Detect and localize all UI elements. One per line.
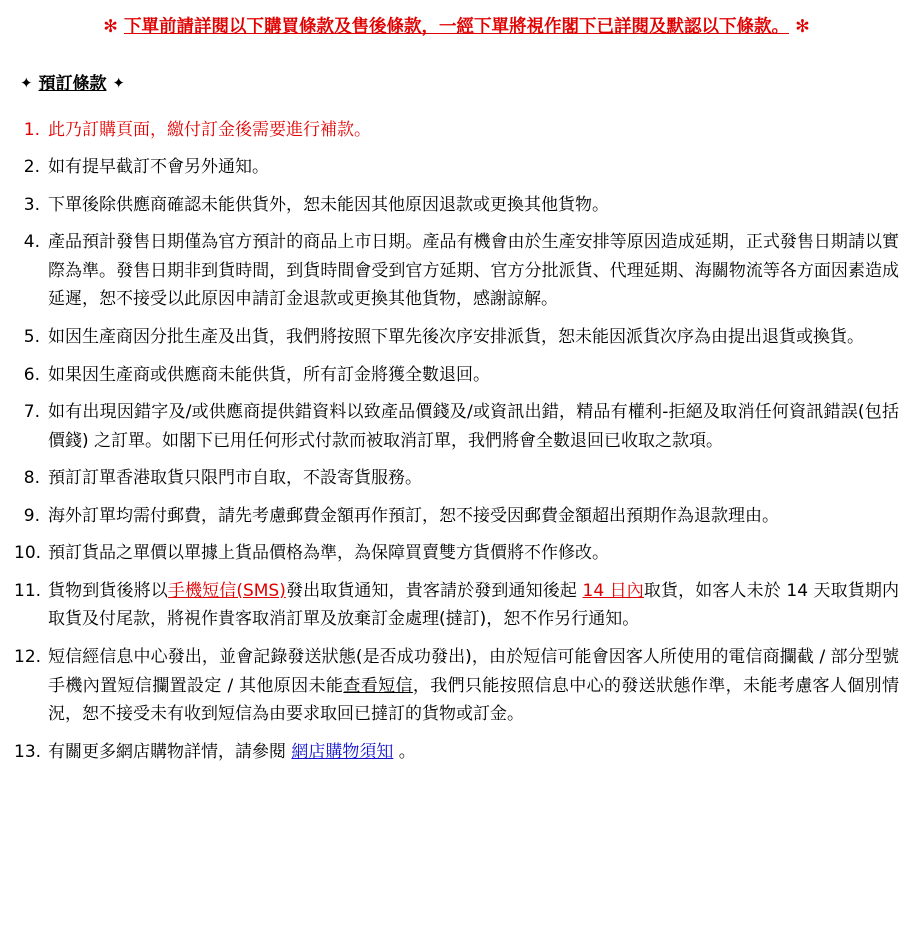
term-text: 預訂訂單香港取貨只限門市自取，不設寄貨服務。 bbox=[48, 468, 422, 489]
term-text: 產品預計發售日期僅為官方預計的商品上市日期。產品有機會由於生產安排等原因造成延期，正式發售日期請以實際為準。發售日期非到貨時間，到貨時間會受到官方延期、官方分批派貨、代理延期、海關物流等各方面因素造成延遲，恕不接受以此原因申請訂金退款或更換其他貨物，感謝諒解。 bbox=[48, 232, 899, 310]
term-number: 8. bbox=[23, 468, 40, 489]
section-title-text: 預訂條款 bbox=[38, 73, 107, 94]
term-number: 13. bbox=[14, 741, 42, 762]
term-text bbox=[48, 581, 899, 630]
term-text: 如因生產商因分批生產及出貨，我們將按照下單先後次序安排派貨，恕未能因派貨次序為由提出退貨或換貨。 bbox=[48, 327, 864, 348]
term-item bbox=[14, 643, 899, 729]
term-number: 9. bbox=[23, 505, 40, 526]
term-text-segment: 貨物到貨後將以 bbox=[48, 580, 168, 601]
warning-banner-text: 下單前請詳閱以下購買條款及售後條款，一經下單將視作閣下已詳閱及默認以下條款。 bbox=[124, 17, 789, 37]
asterisk-icon-right: ✻ bbox=[795, 17, 810, 37]
term-text-segment: ，我們只能按照信息中心的發送狀態作準，未能考慮客人個別情況，恕不接受未有收到短信為由要求取回已撻訂的貨物或訂金。 bbox=[48, 675, 900, 725]
term-number: 5. bbox=[23, 327, 40, 348]
asterisk-icon-left: ✻ bbox=[103, 17, 118, 37]
diamond-icon-left: ✦ bbox=[20, 73, 33, 92]
pickup-period-highlight: 14 日內 bbox=[582, 580, 644, 601]
term-item bbox=[14, 228, 899, 314]
diamond-icon-right: ✦ bbox=[112, 73, 125, 92]
term-text bbox=[48, 742, 416, 762]
term-text: 預訂貨品之單價以單據上貨品價格為準，為保障買賣雙方貨價將不作修改。 bbox=[48, 543, 609, 564]
term-item bbox=[14, 539, 899, 568]
term-item bbox=[14, 191, 899, 220]
shopping-guide-link[interactable]: 網店購物須知 bbox=[291, 741, 394, 762]
warning-banner bbox=[14, 16, 899, 39]
term-item bbox=[14, 323, 899, 352]
term-item bbox=[14, 738, 899, 767]
term-number: 2. bbox=[23, 157, 40, 178]
sms-highlight: 手機短信(SMS) bbox=[167, 580, 286, 601]
term-text-segment: 短信經信息中心發出，並會記錄發送狀態(是否成功發出)，由於短信可能會因客人所使用的電信商攔截 / 部分型號手機內置短信攔置設定 / 其他原因未能 bbox=[48, 646, 899, 696]
term-text: 如有出現因錯字及/或供應商提供錯資料以致產品價錢及/或資訊出錯，精品有權利-拒絕及取消任何資訊錯誤(包括價錢) 之訂單。如閣下已用任何形式付款而被取消訂單，我們將會全數退回已收取之款項。 bbox=[48, 402, 899, 451]
term-text-segment: 有關更多網店購物詳情，請參閱 bbox=[48, 741, 292, 762]
term-number: 1. bbox=[23, 119, 40, 140]
term-item bbox=[14, 577, 899, 634]
term-text: 如有提早截訂不會另外通知。 bbox=[48, 157, 269, 178]
terms-list bbox=[14, 116, 899, 766]
check-sms-underline: 查看短信 bbox=[343, 675, 413, 696]
term-item bbox=[14, 361, 899, 390]
term-text-segment: 取貨，如客人未於 14 天取貨期内取貨及付尾款，將視作貴客取消訂單及放棄訂金處理(撻訂)，恕不作另行通知。 bbox=[48, 580, 900, 630]
term-text: 海外訂單均需付郵費，請先考慮郵費金額再作預訂，恕不接受因郵費金額超出預期作為退款理由。 bbox=[48, 505, 779, 526]
term-number: 12. bbox=[14, 646, 42, 667]
term-number: 6. bbox=[23, 364, 40, 385]
term-item bbox=[14, 502, 899, 531]
term-text: 下單後除供應商確認未能供貨外，恕未能因其他原因退款或更換其他貨物。 bbox=[48, 194, 609, 215]
term-text: 此乃訂購頁面，繳付訂金後需要進行補款。 bbox=[48, 119, 371, 140]
term-number: 7. bbox=[23, 402, 40, 423]
term-text: 如果因生產商或供應商未能供貨，所有訂金將獲全數退回。 bbox=[48, 364, 490, 385]
term-item bbox=[14, 153, 899, 182]
section-title bbox=[20, 69, 899, 94]
term-number: 3. bbox=[23, 194, 40, 215]
term-text bbox=[48, 647, 899, 724]
term-number: 11. bbox=[14, 580, 42, 601]
term-number: 10. bbox=[14, 543, 42, 564]
term-item bbox=[14, 398, 899, 455]
term-text-segment: 發出取貨通知，貴客請於發到通知後起 bbox=[285, 580, 583, 601]
term-item bbox=[14, 116, 899, 145]
term-text-segment: 。 bbox=[393, 741, 416, 762]
term-number: 4. bbox=[23, 232, 40, 253]
term-item bbox=[14, 464, 899, 493]
